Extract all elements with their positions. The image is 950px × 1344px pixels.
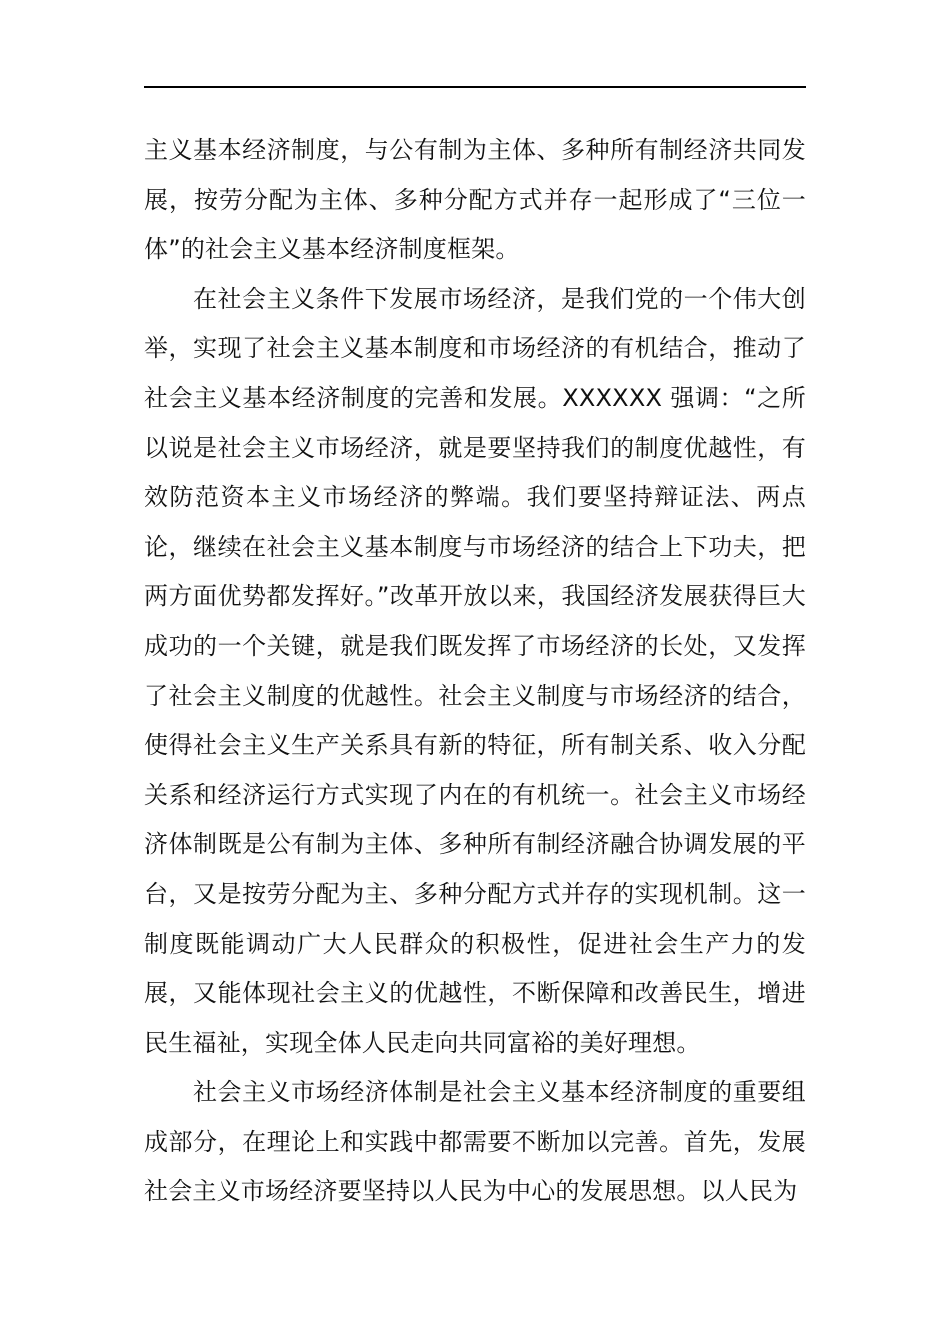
document-body xyxy=(144,126,806,1217)
paragraph-1: 主义基本经济制度，与公有制为主体、多种所有制经济共同发展，按劳分配为主体、多种分配方式并存一起形成了“三位一体”的社会主义基本经济制度框架。 xyxy=(144,136,806,264)
paragraph-3: 社会主义市场经济体制是社会主义基本经济制度的重要组成部分，在理论上和实践中都需要不断加以完善。首先，发展社会主义市场经济要坚持以人民为中心的发展思想。以人民为 xyxy=(144,1078,806,1206)
header-rule xyxy=(144,86,806,88)
paragraph-2: 在社会主义条件下发展市场经济，是我们党的一个伟大创举，实现了社会主义基本制度和市场经济的有机结合，推动了社会主义基本经济制度的完善和发展。XXXXXX 强调：“之所以说是社会主义市场经济，就是要坚持我们的制度优越性，有效防范资本主义市场经济的弊端。我们要坚持辩证法、两点论，继续在社会主义基本制度与市场经济的结合上下功夫，把两方面优势都发挥好。”改革开放以来，我国经济发展获得巨大成功的一个关键，就是我们既发挥了市场经济的长处，又发挥了社会主义制度的优越性。社会主义制度与市场经济的结合，使得社会主义生产关系具有新的特征，所有制关系、收入分配关系和经济运行方式实现了内在的有机统一。社会主义市场经济体制既是公有制为主体、多种所有制经济融合协调发展的平台，又是按劳分配为主、多种分配方式并存的实现机制。这一制度既能调动广大人民群众的积极性，促进社会生产力的发展，又能体现社会主义的优越性，不断保障和改善民生，增进民生福祉，实现全体人民走向共同富裕的美好理想。 xyxy=(144,284,806,1057)
